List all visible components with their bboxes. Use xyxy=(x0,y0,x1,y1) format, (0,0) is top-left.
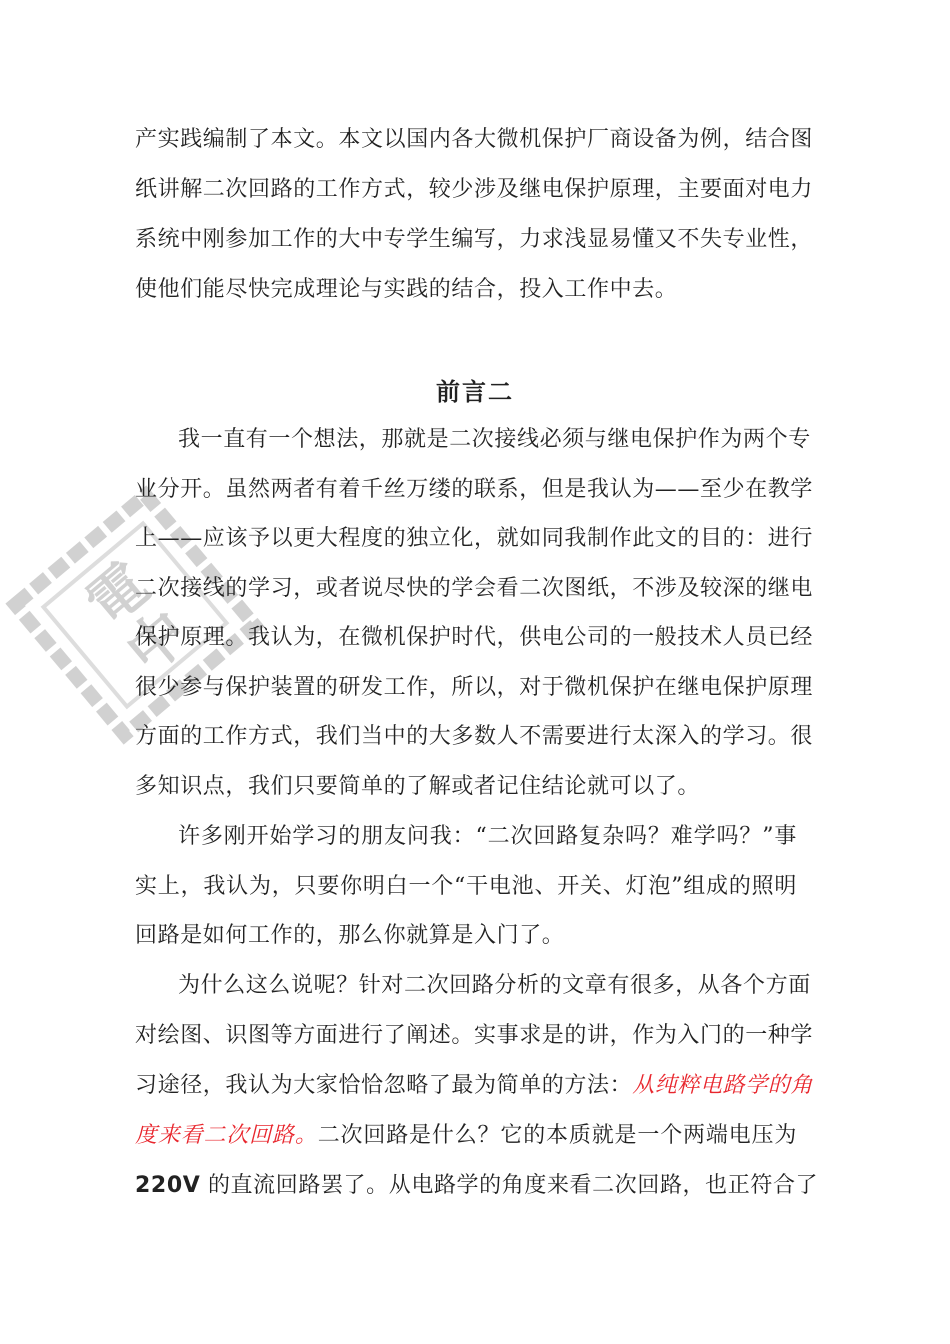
intro-line-1: 产实践编制了本文。本文以国内各大微机保护厂商设备为例，结合图 xyxy=(135,127,814,152)
p1-line-4: 二次接线的学习，或者说尽快的学会看二次图纸，不涉及较深的继电 xyxy=(135,576,814,601)
p3-line-1: 为什么这么说呢？针对二次回路分析的文章有很多，从各个方面 xyxy=(178,973,811,998)
watermark-char-top: 電 xyxy=(73,549,162,640)
p3-line-2: 对绘图、识图等方面进行了阐述。实事求是的讲，作为入门的一种学 xyxy=(135,1023,814,1048)
intro-line-4: 使他们能尽快完成理论与实践的结合，投入工作中去。 xyxy=(135,277,678,302)
emphasis-text-2: 度来看二次回路。 xyxy=(135,1123,318,1148)
p2-line-1: 许多刚开始学习的朋友问我：“二次回路复杂吗？难学吗？”事 xyxy=(178,824,797,849)
p2-line-2: 实上，我认为，只要你明白一个“干电池、开关、灯泡”组成的照明 xyxy=(135,874,797,899)
p3-line-5 xyxy=(135,1171,819,1201)
emphasis-text-1: 从纯粹电路学的角 xyxy=(632,1073,814,1098)
voltage-value: 220V xyxy=(135,1173,201,1198)
intro-line-2: 纸讲解二次回路的工作方式，较少涉及继电保护原理，主要面对电力 xyxy=(135,177,814,202)
p1-line-7: 方面的工作方式，我们当中的大多数人不需要进行太深入的学习。很 xyxy=(135,724,814,749)
watermark-stamp xyxy=(1,481,269,749)
p3-line-5-text: 的直流回路罢了。从电路学的角度来看二次回路，也正符合了 xyxy=(200,1173,819,1198)
p1-line-8: 多知识点，我们只要简单的了解或者记住结论就可以了。 xyxy=(135,774,701,799)
p1-line-6: 很少参与保护装置的研发工作，所以，对于微机保护在继电保护原理 xyxy=(135,675,814,700)
p1-line-1: 我一直有一个想法，那就是二次接线必须与继电保护作为两个专 xyxy=(178,427,811,452)
p3-line-3 xyxy=(135,1071,814,1101)
watermark-char-bottom: 中 xyxy=(113,597,202,687)
p1-line-3: 上——应该予以更大程度的独立化，就如同我制作此文的目的：进行 xyxy=(135,526,814,551)
section-title: 前言二 xyxy=(436,378,514,406)
p2-line-3: 回路是如何工作的，那么你就算是入门了。 xyxy=(135,923,565,948)
p3-line-4-text: 二次回路是什么？它的本质就是一个两端电压为 xyxy=(317,1123,797,1148)
p3-line-4 xyxy=(135,1121,797,1151)
p1-line-2: 业分开。虽然两者有着千丝万缕的联系，但是我认为——至少在教学 xyxy=(135,477,814,502)
p1-line-5: 保护原理。我认为，在微机保护时代，供电公司的一般技术人员已经 xyxy=(135,625,814,650)
intro-line-3: 系统中刚参加工作的大中专学生编写，力求浅显易懂又不失专业性， xyxy=(135,227,814,252)
p3-line-3-text: 习途径，我认为大家恰恰忽略了最为简单的方法： xyxy=(135,1073,633,1098)
